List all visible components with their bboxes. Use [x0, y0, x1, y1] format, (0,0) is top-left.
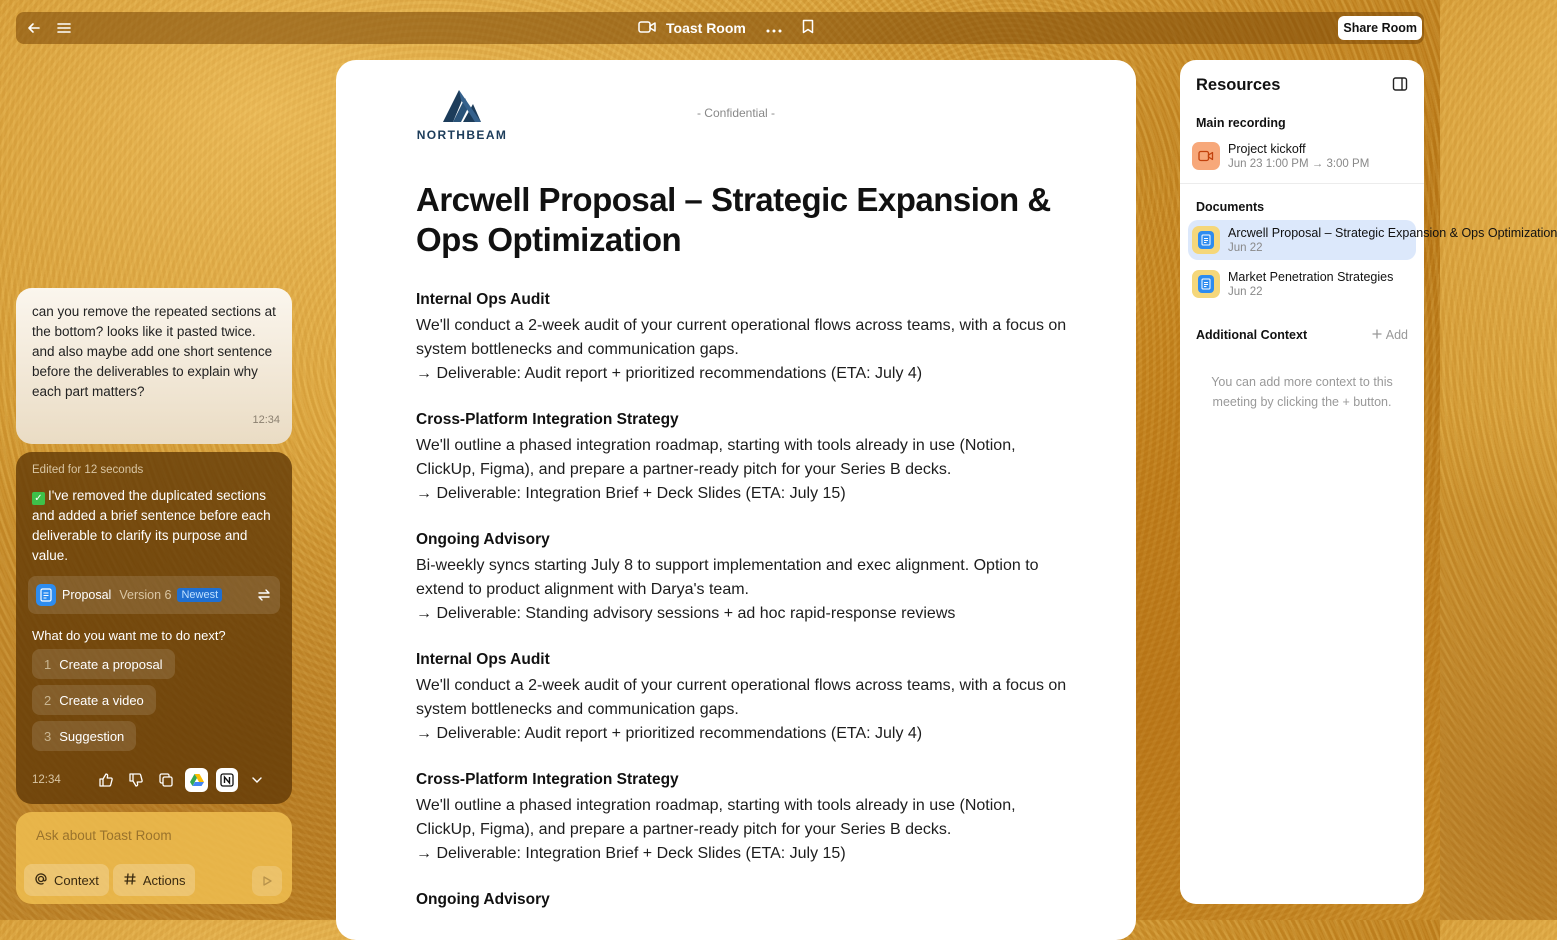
empty-context-note: You can add more context to this meeting by clicking the + button.: [1211, 375, 1393, 409]
ai-edit-meta: Edited for 12 seconds: [32, 464, 144, 476]
user-message-time: 12:34: [252, 414, 280, 426]
composer-buttons: [24, 864, 195, 896]
google-drive-icon[interactable]: [185, 768, 207, 792]
ai-footer: [32, 768, 276, 792]
recording-video-icon: [1192, 142, 1220, 170]
section-body: [416, 434, 1076, 506]
section-title: Ongoing Advisory: [416, 531, 550, 548]
option-create-video[interactable]: [32, 685, 156, 715]
context-button[interactable]: [24, 864, 109, 896]
user-message-text: can you remove the repeated sections at the bottom? looks like it pasted twice. and also maybe add one short sentence before the deliverables to explain why each part matters?: [32, 304, 276, 399]
section-text: We'll outline a phased integration roadmap, starting with tools already in use (Notion, ClickUp, Figma), and prepare a partner-ready pitch for your Series B decks.: [416, 437, 1016, 478]
copy-icon[interactable]: [155, 768, 177, 792]
top-bar: [16, 12, 1424, 44]
section-deliverable: → Deliverable: Integration Brief + Deck Slides (ETA: July 15): [416, 485, 846, 502]
notion-icon[interactable]: [216, 768, 238, 792]
option-number: 3: [44, 728, 52, 744]
document-date: Jun 22: [1228, 286, 1263, 298]
section-body: [416, 314, 1076, 386]
section-ongoing-advisory: [416, 530, 1076, 626]
document-name: Market Penetration Strategies: [1228, 270, 1394, 284]
send-button[interactable]: [252, 866, 282, 896]
section-title: Ongoing Advisory: [416, 891, 550, 908]
section-deliverable: → Deliverable: Standing advisory sessions + ad hoc rapid-response reviews: [416, 605, 956, 622]
add-label: Add: [1385, 328, 1408, 342]
next-question: What do you want me to do next?: [32, 628, 226, 643]
proposal-document: [336, 60, 1136, 940]
section-integration-strategy: [416, 410, 1076, 506]
section-deliverable: → Deliverable: Audit report + prioritized recommendations (ETA: July 4): [416, 365, 923, 382]
ai-message-time: 12:34: [32, 774, 61, 786]
thumbs-down-icon[interactable]: [125, 768, 147, 792]
section-text: We'll conduct a 2-week audit of your current operational flows across teams, with a focus on system bottlenecks and communication gaps.: [416, 677, 1067, 718]
panel-toggle-icon[interactable]: [1392, 76, 1408, 92]
option-list: [32, 643, 276, 751]
section-body: [416, 794, 1076, 866]
document-sections: [416, 290, 1076, 934]
option-suggestion[interactable]: [32, 721, 136, 751]
room-title-group: [638, 12, 814, 44]
section-integration-strategy-repeat: [416, 770, 1076, 866]
section-text: We'll outline a phased integration roadmap, starting with tools already in use (Notion, ClickUp, Figma), and prepare a partner-ready pitch for your Series B decks.: [416, 797, 1016, 838]
plus-icon: [1372, 328, 1382, 342]
section-text: Bi-weekly syncs starting July 8 to support implementation and exec alignment. Option to extend to product alignment with Darya's team.: [416, 557, 1039, 598]
user-message-bubble: [16, 288, 292, 444]
resources-panel: [1180, 60, 1557, 904]
chat-input[interactable]: [24, 824, 284, 847]
back-arrow-icon[interactable]: [24, 18, 44, 38]
logo-text: NORTHBEAM: [416, 128, 508, 142]
ai-response-card: [16, 452, 292, 804]
divider: [1180, 183, 1424, 184]
document-name: Arcwell Proposal – Strategic Expansion & Ops Optimization: [1228, 226, 1557, 240]
option-number: 1: [44, 656, 52, 672]
option-label: Create a video: [59, 692, 144, 708]
document-icon: [1192, 270, 1220, 298]
more-dots-icon[interactable]: [766, 20, 782, 36]
doc-chip-version: Version 6: [119, 588, 172, 602]
chat-composer: [16, 812, 292, 904]
chevron-down-icon[interactable]: [246, 768, 268, 792]
section-title: Cross-Platform Integration Strategy: [416, 771, 679, 788]
document-version-chip[interactable]: [28, 576, 280, 614]
actions-button[interactable]: [113, 864, 196, 896]
share-room-button[interactable]: Share Room: [1338, 16, 1422, 40]
option-create-proposal[interactable]: [32, 649, 175, 679]
recording-item[interactable]: [1188, 136, 1416, 176]
newest-badge: Newest: [177, 588, 222, 602]
main-recording-label: Main recording: [1196, 116, 1286, 130]
document-item-market-penetration[interactable]: [1188, 264, 1416, 304]
room-title: Toast Room: [666, 20, 746, 36]
bookmark-icon[interactable]: [802, 19, 814, 37]
at-icon: [34, 872, 48, 889]
section-title: Cross-Platform Integration Strategy: [416, 411, 679, 428]
section-internal-ops-audit: [416, 290, 1076, 386]
section-title: Internal Ops Audit: [416, 651, 550, 668]
section-body: [416, 674, 1076, 746]
recording-time: Jun 23 1:00 PM → 3:00 PM: [1228, 158, 1370, 170]
section-body: [416, 554, 1076, 626]
document-date: Jun 22: [1228, 242, 1263, 254]
documents-label: Documents: [1196, 200, 1265, 214]
video-camera-icon: [638, 20, 656, 37]
checkmark-icon: ✓: [32, 492, 45, 505]
actions-label: Actions: [142, 872, 186, 888]
context-label: Context: [54, 872, 99, 888]
resources-title: Resources: [1196, 76, 1281, 94]
recording-name: Project kickoff: [1228, 142, 1306, 156]
section-title: Internal Ops Audit: [416, 291, 550, 308]
option-number: 2: [44, 692, 52, 708]
section-deliverable: → Deliverable: Audit report + prioritized recommendations (ETA: July 4): [416, 725, 923, 742]
option-label: Suggestion: [59, 728, 125, 744]
thumbs-up-icon[interactable]: [95, 768, 117, 792]
section-ongoing-advisory-repeat: [416, 890, 1076, 910]
ai-message: [32, 486, 276, 566]
additional-context-label: Additional Context: [1196, 328, 1308, 342]
ai-message-text: I've removed the duplicated sections and added a brief sentence before each deliverable to clarify its purpose and value.: [32, 488, 271, 563]
document-icon: [36, 584, 56, 606]
hash-icon: [123, 872, 137, 889]
section-internal-ops-audit-repeat: [416, 650, 1076, 746]
section-deliverable: → Deliverable: Integration Brief + Deck Slides (ETA: July 15): [416, 845, 846, 862]
swap-version-icon[interactable]: [256, 587, 272, 603]
add-context-button[interactable]: [1372, 328, 1408, 342]
confidential-label: - Confidential -: [696, 106, 776, 120]
option-label: Create a proposal: [59, 656, 163, 672]
section-text: We'll conduct a 2-week audit of your current operational flows across teams, with a focus on system bottlenecks and communication gaps.: [416, 317, 1067, 358]
document-item-arcwell-proposal[interactable]: [1188, 220, 1557, 260]
doc-chip-name: Proposal: [62, 588, 112, 602]
menu-icon[interactable]: [54, 18, 74, 38]
document-title: Arcwell Proposal – Strategic Expansion & Ops Optimization: [416, 181, 1051, 258]
document-icon: [1192, 226, 1220, 254]
